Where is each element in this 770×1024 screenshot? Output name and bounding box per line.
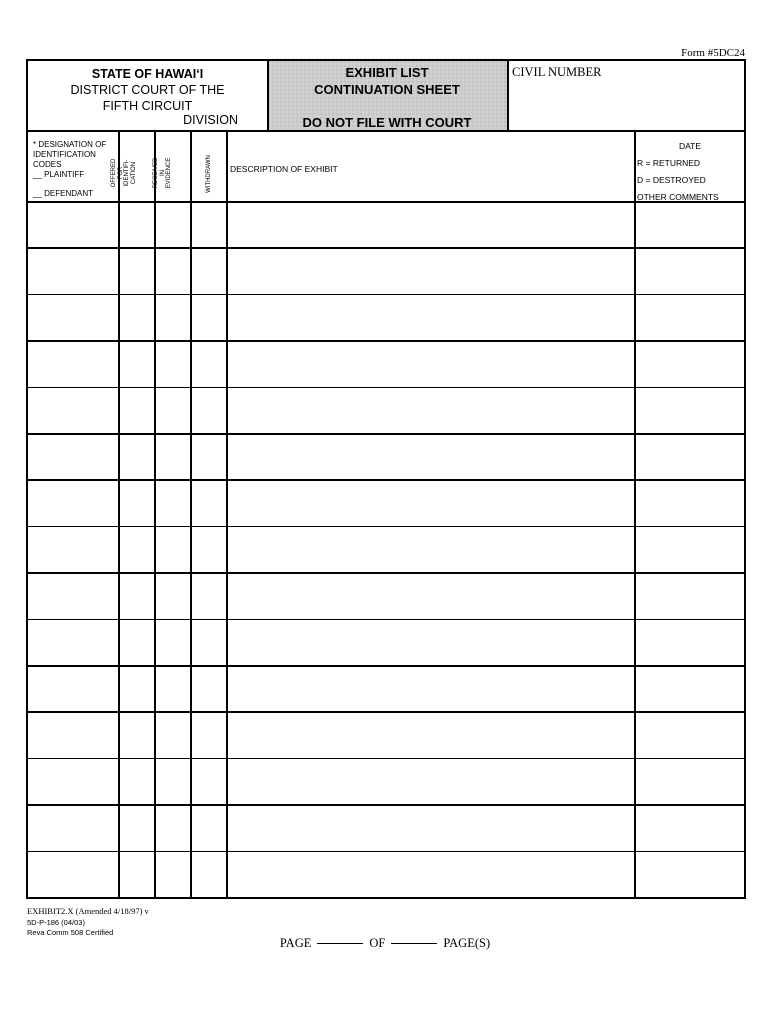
row-divider bbox=[28, 758, 744, 760]
col-divider-offered bbox=[154, 131, 156, 897]
designation-line1: * DESIGNATION OF bbox=[33, 140, 107, 149]
defendant-option: __ DEFENDANT bbox=[33, 189, 94, 198]
total-pages-blank[interactable] bbox=[391, 943, 437, 944]
designation-line2: IDENTIFICATION bbox=[33, 150, 96, 159]
plaintiff-option: __ PLAINTIFF bbox=[33, 170, 85, 179]
header-divider-right bbox=[507, 61, 509, 131]
of-label: OF bbox=[369, 936, 386, 950]
other-comments-label: OTHER COMMENTS bbox=[637, 192, 719, 202]
row-divider bbox=[28, 387, 744, 389]
withdrawn-header bbox=[206, 144, 214, 204]
row-divider bbox=[28, 851, 744, 853]
form-number: Form #5DC24 bbox=[681, 47, 745, 59]
row-divider bbox=[28, 572, 744, 574]
received-line3: EVIDENCE bbox=[166, 157, 172, 189]
pages-label: PAGE(S) bbox=[443, 936, 491, 950]
received-line1: RECEIVED bbox=[153, 157, 159, 189]
designation-header bbox=[33, 140, 117, 199]
row-divider bbox=[28, 804, 744, 806]
row-divider bbox=[28, 340, 744, 342]
form-title-line1: EXHIBIT LIST bbox=[345, 65, 429, 80]
col-divider-withdrawn bbox=[226, 131, 228, 897]
civil-number-label: CIVIL NUMBER bbox=[512, 65, 602, 79]
page-label: PAGE bbox=[279, 936, 312, 950]
row-divider bbox=[28, 526, 744, 528]
court-heading bbox=[30, 66, 265, 114]
court-name: DISTRICT COURT OF THE bbox=[70, 83, 225, 97]
withdrawn-label: WITHDRAWN bbox=[206, 155, 212, 193]
row-divider bbox=[28, 294, 744, 296]
col-divider-description bbox=[634, 131, 636, 897]
offered-line1: OFFERED bbox=[111, 158, 117, 188]
form-title bbox=[267, 64, 507, 98]
offered-line3: IDENTIFI- bbox=[124, 159, 130, 187]
circuit-name: FIFTH CIRCUIT bbox=[102, 99, 193, 113]
state-name: STATE OF HAWAI‘I bbox=[91, 67, 204, 81]
certification: Reva Comm 508 Certified bbox=[27, 928, 114, 937]
do-not-file-notice: DO NOT FILE WITH COURT bbox=[302, 115, 472, 130]
row-divider bbox=[28, 665, 744, 667]
page-number-blank[interactable] bbox=[317, 943, 363, 944]
row-divider bbox=[28, 479, 744, 481]
offered-line2: FOR bbox=[117, 166, 124, 180]
returned-code: R = RETURNED bbox=[637, 158, 701, 168]
date-header: DATE bbox=[678, 141, 702, 151]
received-header bbox=[153, 143, 191, 203]
row-divider bbox=[28, 619, 744, 621]
form-title-line2: CONTINUATION SHEET bbox=[314, 82, 460, 97]
row-divider bbox=[28, 711, 744, 713]
col-divider-received bbox=[190, 131, 192, 897]
destroyed-code: D = DESTROYED bbox=[637, 175, 706, 185]
description-header: DESCRIPTION OF EXHIBIT bbox=[230, 164, 338, 174]
form-code: 5D-P-186 (04/03) bbox=[27, 918, 85, 927]
header-divider bbox=[28, 130, 744, 132]
page-count-line bbox=[200, 936, 570, 951]
received-line2: IN bbox=[159, 170, 166, 176]
designation-line3: CODES bbox=[33, 160, 62, 169]
row-divider bbox=[28, 247, 744, 249]
form-revision: EXHIBIT2.X (Amended 4/18/97) v bbox=[27, 906, 149, 916]
col-divider-designation bbox=[118, 131, 120, 897]
offered-line4: CATION bbox=[130, 161, 137, 185]
division-label: DIVISION bbox=[183, 113, 238, 127]
row-divider bbox=[28, 433, 744, 435]
